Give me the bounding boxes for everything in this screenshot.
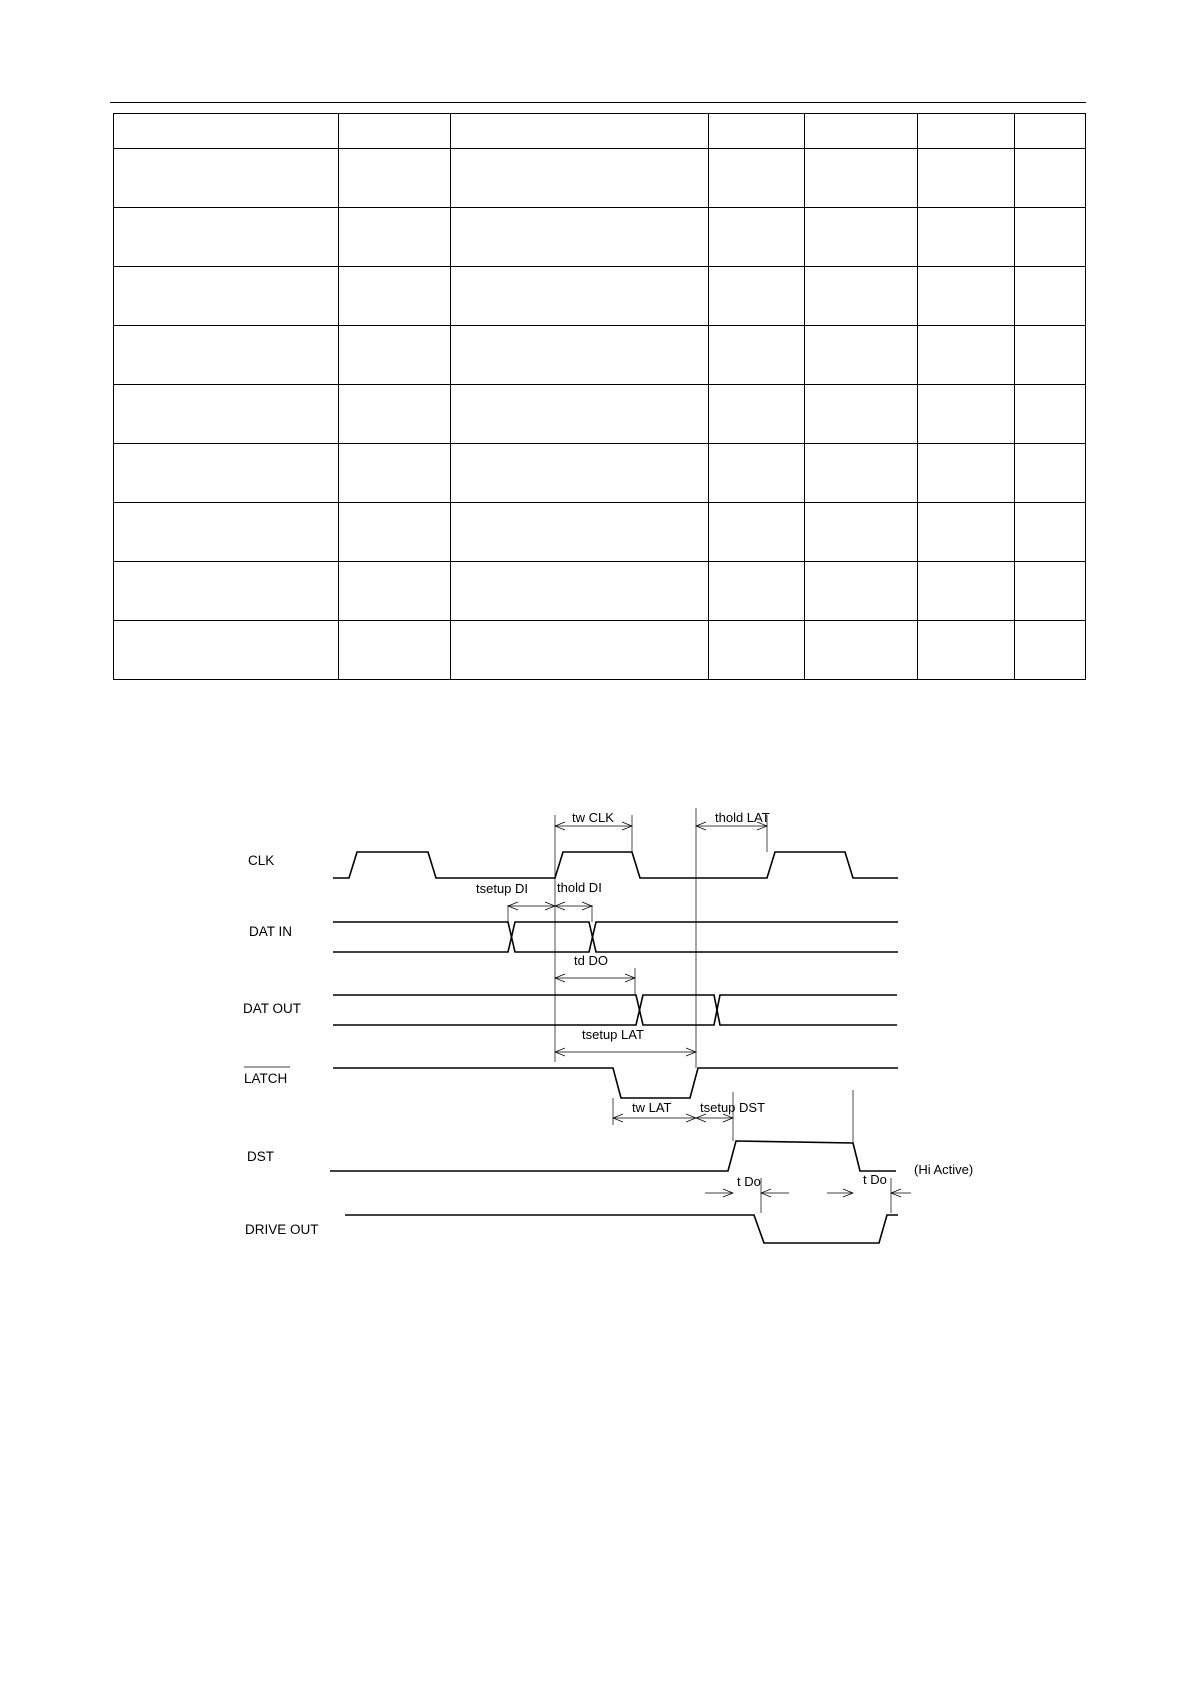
dat-in-upper-line <box>333 922 898 952</box>
signal-label-dst: DST <box>247 1149 274 1164</box>
label-tw-clk: tw CLK <box>572 810 614 825</box>
t-do-rise-dimension <box>705 1189 789 1197</box>
signal-label-drive-out: DRIVE OUT <box>245 1222 319 1237</box>
label-tsetup-dst: tsetup DST <box>700 1100 766 1115</box>
signal-label-clk: CLK <box>248 853 275 868</box>
label-hi-active: (Hi Active) <box>914 1162 974 1177</box>
label-tsetup-di: tsetup DI <box>476 881 529 896</box>
label-tsetup-lat: tsetup LAT <box>582 1027 644 1042</box>
t-do-fall-dimension <box>827 1189 911 1197</box>
tsetup-dst-dimension <box>696 1114 733 1122</box>
dat-out-upper-line <box>333 995 897 1025</box>
td-do-dimension <box>555 974 635 982</box>
thold-di-dimension <box>555 902 592 910</box>
signal-label-dat-out: DAT OUT <box>243 1001 302 1016</box>
tw-lat-dimension <box>613 1114 696 1122</box>
latch-waveform <box>333 1068 898 1098</box>
tsetup-di-dimension <box>508 902 555 910</box>
drive-out-waveform <box>345 1215 898 1243</box>
dat-in-lower-line <box>333 922 898 952</box>
signal-label-latch: LATCH <box>244 1071 288 1086</box>
dst-waveform <box>330 1141 896 1171</box>
tsetup-lat-dimension <box>555 1048 696 1056</box>
label-thold-lat: thold LAT <box>715 810 770 825</box>
dat-out-lower-line <box>333 995 897 1025</box>
label-t-do-rise: t Do <box>737 1174 761 1189</box>
label-thold-di: thold DI <box>557 880 602 895</box>
label-tw-lat: tw LAT <box>632 1100 672 1115</box>
label-t-do-fall: t Do <box>863 1172 887 1187</box>
label-td-do: td DO <box>574 953 608 968</box>
clk-waveform <box>333 852 898 878</box>
signal-label-dat-in: DAT IN <box>249 924 293 939</box>
